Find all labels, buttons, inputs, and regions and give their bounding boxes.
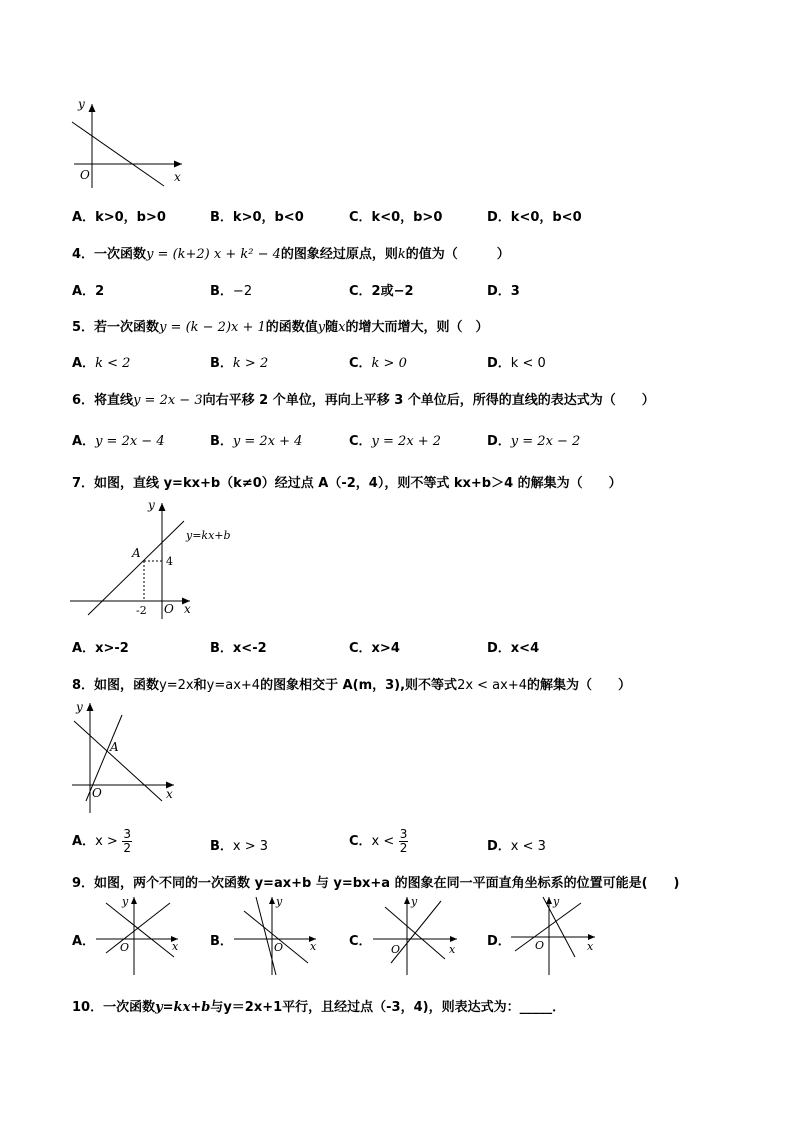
question-8-stem: 8．如图，函数y=2x和y=ax+4的图象相交于 A(m，3),则不等式2x < ax+4的解集为（ ）: [72, 678, 632, 693]
option-text: k<0，b>0: [371, 210, 443, 225]
option-letter: A．: [72, 210, 96, 225]
x-axis-label: x: [174, 170, 181, 184]
y-axis-arrow: [87, 703, 94, 711]
q3-option-a[interactable]: [72, 206, 166, 225]
option-letter: B．: [210, 210, 233, 225]
formula: y = (k − 2)x + 1: [159, 320, 266, 335]
q6-option-b[interactable]: B．y = 2x + 4: [210, 434, 303, 449]
x-axis-label: x: [166, 787, 173, 801]
line-y-ax4: [74, 721, 162, 801]
q7-option-a[interactable]: A．x>-2: [72, 641, 129, 656]
q6-option-a[interactable]: A．y = 2x − 4: [72, 434, 165, 449]
question-6-stem: 6．将直线y = 2x − 3向右平移 2 个单位，再向上平移 3 个单位后，所得的直线的表达式为（ ）: [72, 393, 655, 408]
q8-graph: [66, 697, 196, 817]
y-axis-arrow: [404, 897, 410, 904]
q9-option-c[interactable]: C．: [349, 934, 372, 949]
y-tick-label: 4: [166, 555, 173, 568]
fraction: $\frac{3}{2}$: [123, 827, 131, 855]
q7-option-d[interactable]: D．x<4: [487, 641, 540, 656]
question-7-stem: 7．如图，直线 y=kx+b（k≠0）经过点 A（-2，4），则不等式 kx+b＞4 的解集为（ ）: [72, 476, 622, 491]
stem-text: 的值为（ ）: [405, 247, 510, 262]
stem-text: 一次函数: [94, 247, 147, 262]
question-5-stem: 5．若一次函数y = (k − 2)x + 1的函数值y随x的增大而增大，则（ ）: [72, 320, 489, 335]
x-axis-label: x: [310, 940, 317, 953]
y-axis-arrow: [269, 897, 275, 904]
y-axis-label: y: [276, 895, 283, 908]
q9-option-d[interactable]: D．: [487, 934, 511, 949]
y-axis-label: y: [76, 700, 83, 714]
x-tick-label: -2: [136, 604, 147, 617]
q3-option-b[interactable]: [210, 206, 304, 225]
q3-graph: [66, 92, 196, 192]
q6-option-c[interactable]: C．y = 2x + 2: [349, 434, 442, 449]
y-axis-arrow: [546, 897, 552, 904]
q5-option-b[interactable]: B．k > 2: [210, 356, 269, 371]
q9-option-b[interactable]: B．: [210, 934, 233, 949]
x-axis-arrow: [450, 936, 457, 942]
question-10-stem: 10．一次函数y=kx+b与y＝2x+1平行，且经过点（-3，4)，则表达式为：_____．: [72, 1000, 566, 1015]
stem-text: 的图象经过原点，则: [280, 247, 398, 262]
q5-option-a[interactable]: A．k < 2: [72, 356, 131, 371]
q7-option-b[interactable]: B．x<-2: [210, 641, 267, 656]
point-label: A: [110, 740, 119, 754]
y-axis-label: y: [78, 97, 85, 111]
q6-option-d[interactable]: D．y = 2x − 2: [487, 434, 581, 449]
line-label: y=kx+b: [186, 529, 231, 542]
origin-label: O: [120, 941, 130, 954]
option-letter: D．: [487, 210, 511, 225]
y-axis-arrow: [131, 897, 137, 904]
origin-label: O: [274, 941, 284, 954]
option-letter: C．: [349, 210, 372, 225]
line-1: [515, 903, 581, 951]
q4-option-d[interactable]: D．3: [487, 284, 520, 299]
question-number: 4．: [72, 247, 95, 262]
y-axis-label: y: [411, 895, 418, 908]
x-axis-label: x: [587, 940, 594, 953]
origin-label: O: [80, 168, 90, 182]
x-axis-label: x: [172, 940, 179, 953]
q7-option-c[interactable]: C．x>4: [349, 641, 400, 656]
option-text: k>0，b>0: [95, 210, 166, 225]
q8-option-a[interactable]: A．x > $\frac{3}{2}$: [72, 827, 131, 855]
option-text: k>0，b<0: [232, 210, 304, 225]
q9-graph-c[interactable]: [369, 893, 465, 977]
point-label: A: [132, 546, 141, 560]
q3-option-c[interactable]: [349, 206, 442, 225]
q9-graph-d[interactable]: [507, 893, 603, 977]
x-axis-arrow: [174, 161, 182, 168]
answer-blank[interactable]: _____: [519, 1000, 553, 1015]
q8-option-d[interactable]: D．x < 3: [487, 839, 546, 854]
question-9-stem: 9．如图，两个不同的一次函数 y=ax+b 与 y=bx+a 的图象在同一平面直角坐标系的位置可能是( ): [72, 876, 680, 891]
option-text: k<0，b<0: [510, 210, 582, 225]
q9-graph-b[interactable]: [230, 893, 326, 977]
origin-label: O: [535, 939, 545, 952]
q8-option-b[interactable]: B．x > 3: [210, 839, 269, 854]
y-axis-label: y: [148, 498, 155, 512]
q3-option-d[interactable]: [487, 206, 582, 225]
q4-option-a[interactable]: A．2: [72, 284, 105, 299]
formula: y = (k+2) x + k² − 4: [146, 247, 281, 262]
y-axis-arrow: [89, 104, 96, 112]
q4-option-c[interactable]: C．2或−2: [349, 284, 414, 299]
question-4-stem: [72, 243, 510, 262]
origin-label: O: [92, 786, 102, 800]
q4-option-b[interactable]: B．−2: [210, 284, 253, 299]
q9-graph-a[interactable]: [92, 893, 188, 977]
x-axis-label: x: [184, 602, 191, 616]
line-1: [106, 903, 174, 957]
q8-option-c[interactable]: C．x < $\frac{3}{2}$: [349, 827, 408, 855]
q7-graph: [66, 495, 256, 625]
q5-option-c[interactable]: C．k > 0: [349, 356, 407, 371]
q5-option-d[interactable]: D．k < 0: [487, 356, 546, 371]
y-axis-label: y: [553, 895, 560, 908]
y-axis-arrow: [159, 503, 166, 511]
variable: k: [397, 247, 406, 262]
origin-label: O: [164, 602, 174, 616]
fraction: $\frac{3}{2}$: [399, 827, 408, 855]
x-axis-label: x: [449, 943, 456, 956]
q9-option-a[interactable]: A．: [72, 934, 96, 949]
line-2: [244, 911, 308, 963]
line-1: [256, 897, 276, 975]
y-axis-label: y: [122, 895, 129, 908]
formula: y = 2x − 3: [133, 393, 203, 408]
origin-label: O: [391, 943, 401, 956]
